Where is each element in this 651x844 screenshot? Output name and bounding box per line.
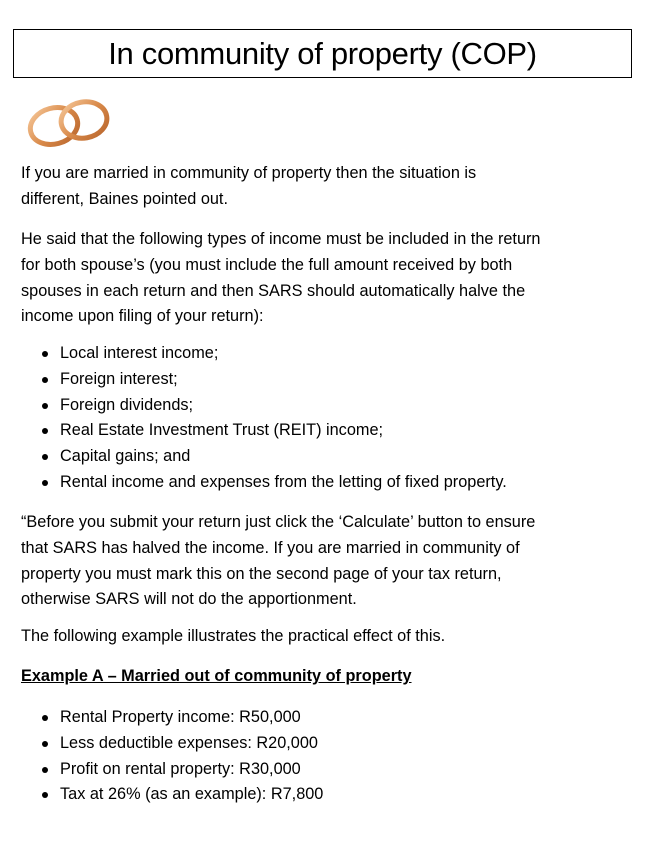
- list-item-text: Profit on rental property: R30,000: [60, 759, 301, 778]
- bullet-icon: [42, 454, 48, 460]
- text-line: that SARS has halved the income. If you are married in community of: [21, 538, 520, 557]
- bullet-icon: [42, 741, 48, 747]
- text-line: property you must mark this on the second page of your tax return,: [21, 564, 502, 583]
- list-item-text: Local interest income;: [60, 344, 219, 362]
- income-list: [21, 341, 507, 496]
- list-item-text: Foreign interest;: [60, 369, 178, 388]
- list-item: [21, 444, 507, 470]
- list-item: [21, 705, 323, 731]
- list-item-text: Capital gains; and: [60, 447, 191, 466]
- text-line: for both spouse’s (you must include the full amount received by both: [21, 255, 513, 274]
- quote-paragraph: [21, 510, 535, 613]
- bullet-icon: [42, 792, 48, 798]
- text-line: If you are married in community of property then the situation is: [21, 164, 477, 182]
- text-line: He said that the following types of income must be included in the return: [21, 230, 541, 248]
- list-item: [21, 418, 507, 444]
- list-item: [21, 731, 323, 757]
- bullet-icon: [42, 480, 48, 486]
- page-title: [13, 29, 632, 78]
- page-title-text: In community of property (COP): [108, 35, 537, 71]
- example-list: [21, 705, 323, 808]
- list-item-text: Real Estate Investment Trust (REIT) income;: [60, 421, 384, 440]
- bullet-icon: [42, 351, 48, 357]
- list-item-text: Rental Property income: R50,000: [60, 708, 301, 726]
- list-item-text: Rental income and expenses from the letting of fixed property.: [60, 472, 507, 491]
- list-item-text: Tax at 26% (as an example): R7,800: [60, 785, 324, 804]
- example-heading: Example A – Married out of community of property: [21, 667, 412, 685]
- bullet-icon: [42, 767, 48, 773]
- bullet-icon: [42, 377, 48, 383]
- list-item-text: Foreign dividends;: [60, 395, 194, 414]
- list-item: [21, 341, 507, 367]
- text-line: income upon filing of your return):: [21, 307, 264, 326]
- list-item: [21, 393, 507, 419]
- list-item-text: Less deductible expenses: R20,000: [60, 733, 318, 752]
- list-item: [21, 757, 323, 783]
- paragraph-1: [21, 161, 476, 213]
- paragraph-2: [21, 227, 540, 330]
- example-intro: The following example illustrates the practical effect of this.: [21, 627, 446, 645]
- list-item: [21, 470, 507, 496]
- bullet-icon: [42, 715, 48, 721]
- list-item: [21, 367, 507, 393]
- list-item: [21, 782, 323, 808]
- text-line: different, Baines pointed out.: [21, 189, 228, 208]
- text-line: “Before you submit your return just click the ‘Calculate’ button to ensure: [21, 513, 536, 531]
- text-line: otherwise SARS will not do the apportionment.: [21, 590, 357, 609]
- bullet-icon: [42, 403, 48, 409]
- text-line: spouses in each return and then SARS should automatically halve the: [21, 281, 526, 300]
- wedding-rings-icon: [26, 96, 114, 148]
- bullet-icon: [42, 428, 48, 434]
